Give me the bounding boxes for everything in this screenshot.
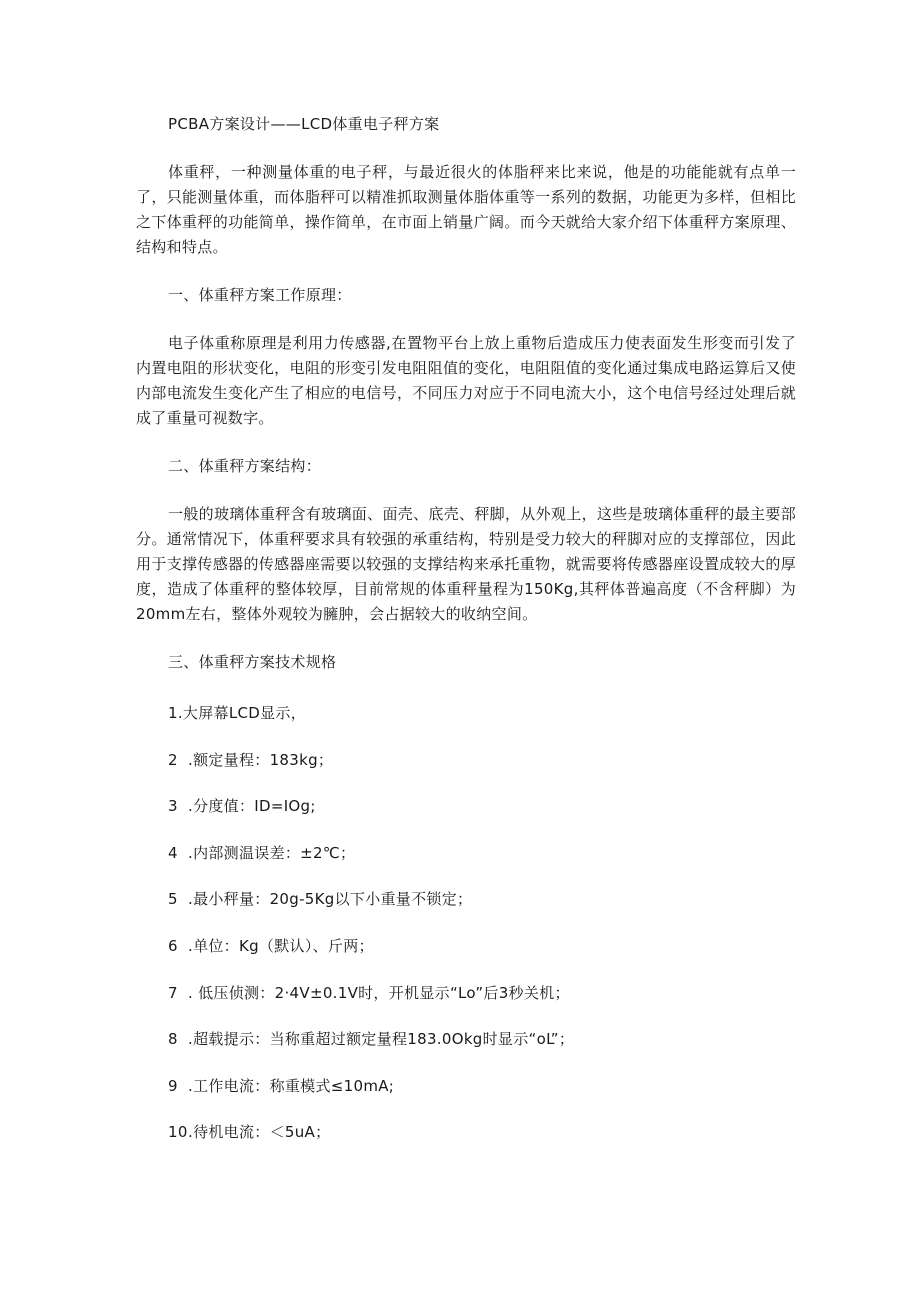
intro-paragraph: 体重秤，一种测量体重的电子秤，与最近很火的体脂秤来比来说，他是的功能能就有点单一了，只能测量体重，而体脂秤可以精准抓取测量体脂体重等一系列的数据，功能更为多样，但相比之下体重秤的功能简单，操作简单，在市面上销量广阔。而今天就给大家介绍下体重秤方案原理、结构和特点。 [136, 163, 796, 256]
spec-item [168, 887, 796, 912]
spec-text: .超载提示：当称重超过额定量程183.0Okg时显示“oL”； [188, 1030, 575, 1049]
spec-text: .单位：Kg（默认）、斤两； [188, 936, 374, 955]
spec-text: 大屏幕LCD显示， [182, 704, 307, 722]
spec-item [168, 841, 796, 866]
spec-text: .工作电流：称重模式≤10mA; [188, 1076, 395, 1095]
spec-item [168, 701, 796, 726]
document-content [136, 112, 796, 1167]
spec-number: 2 [168, 750, 178, 769]
spec-list [136, 701, 796, 1145]
spec-item [168, 934, 796, 959]
section-heading-principle: 一、体重秤方案工作原理： [168, 286, 352, 304]
spec-number: 8 [168, 1030, 178, 1049]
spec-item [168, 1120, 796, 1145]
section-heading-specs: 三、体重秤方案技术规格 [168, 653, 337, 671]
section-body-structure: 一般的玻璃体重秤含有玻璃面、面壳、底壳、秤脚，从外观上，这些是玻璃体重秤的最主要部分。通常情况下，体重秤要求具有较强的承重结构，特别是受力较大的秤脚对应的支撑部位，因此用于支撑传感器的传感器座需要以较强的支撑结构来承托重物，就需要将传感器座设置成较大的厚度，造成了体重秤的整体较厚，目前常规的体重秤量程为150Kg,其秤体普遍高度（不含秤脚）为20mm左右，整体外观较为臃肿，会占据较大的收纳空间。 [136, 505, 796, 623]
spec-item [168, 981, 796, 1006]
spec-text: . 低压侦测：2·4V±0.1V时，开机显示“Lo”后3秒关机； [188, 983, 570, 1002]
spec-text: .待机电流：＜5uA； [188, 1123, 331, 1142]
section-body-principle: 电子体重称原理是利用力传感器,在置物平台上放上重物后造成压力使表面发生形变而引发了内置电阻的形状变化，电阻的形变引发电阻阻值的变化，电阻阻值的变化通过集成电路运算后又使内部电流发生变化产生了相应的电信号，不同压力对应于不同电流大小，这个电信号经过处理后就成了重量可视数字。 [136, 334, 796, 427]
spec-text: .分度值：ID=IOg; [188, 797, 316, 816]
spec-text: .额定量程：183kg； [188, 750, 334, 769]
document-title: PCBA方案设计——LCD体重电子秤方案 [168, 115, 440, 133]
spec-number: 3 [168, 797, 178, 816]
spec-number: 10 [168, 1123, 188, 1142]
spec-item [168, 1027, 796, 1052]
spec-item [168, 748, 796, 773]
spec-number: 6 [168, 936, 178, 955]
spec-number: 5 [168, 890, 178, 909]
spec-number: 7 [168, 983, 178, 1002]
spec-item [168, 794, 796, 819]
spec-number: 9 [168, 1076, 178, 1095]
spec-number: 4 [168, 843, 178, 862]
spec-item [168, 1074, 796, 1099]
spec-text: .内部测温误差：±2℃； [188, 843, 356, 862]
section-heading-structure: 二、体重秤方案结构： [168, 457, 322, 475]
spec-number: 1. [168, 704, 183, 722]
spec-text: .最小秤量：20g-5Kg以下小重量不锁定； [188, 890, 473, 909]
